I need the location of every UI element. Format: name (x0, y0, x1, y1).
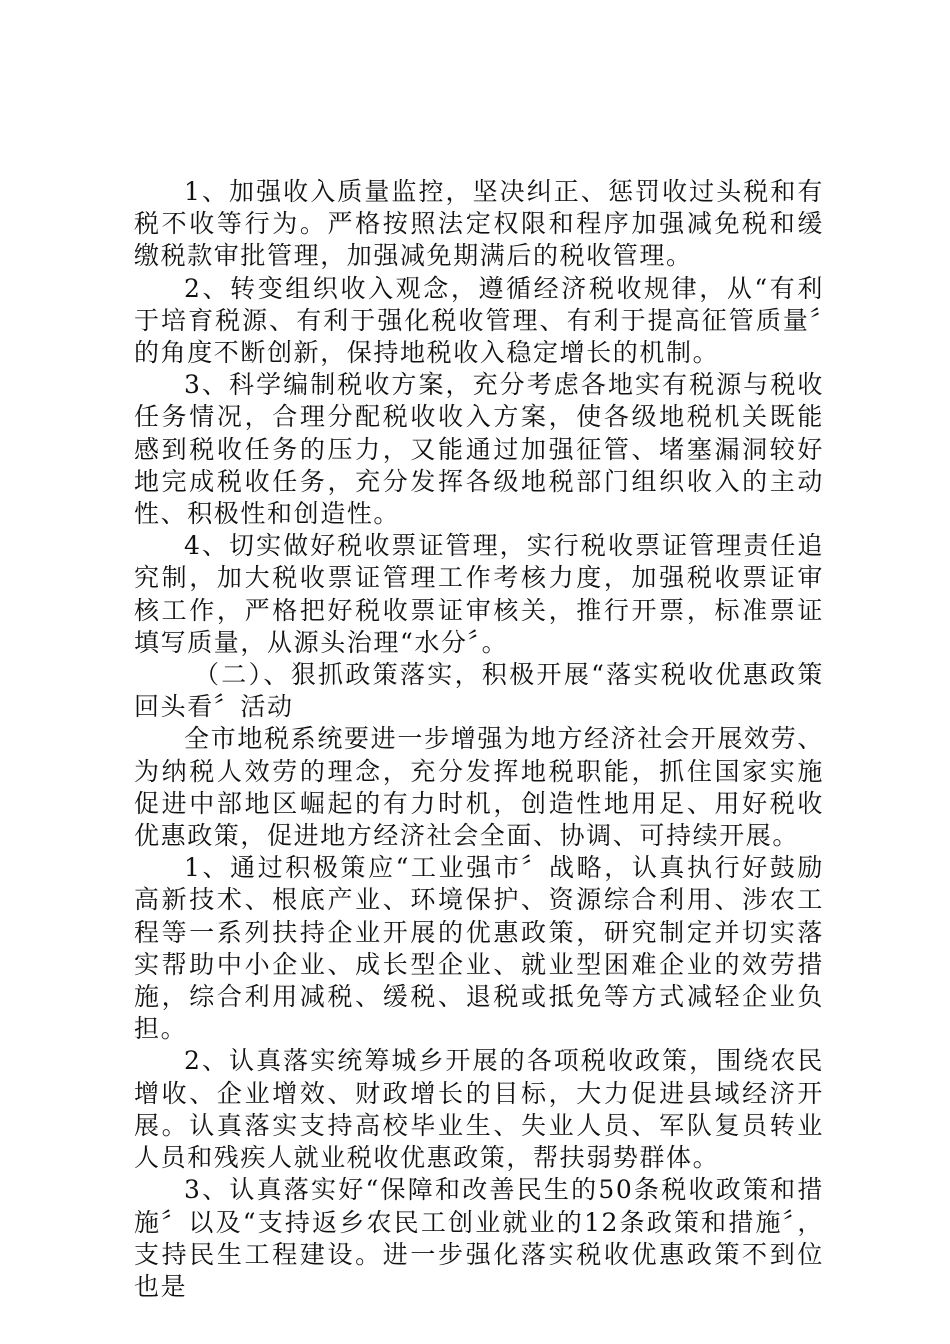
section-heading-policy: （二）、狠抓政策落实，积极开展“落实税收优惠政策回头看〞活动 (134, 660, 824, 722)
paragraph-revenue-concept: 2、转变组织收入观念，遵循经济税收规律，从“有利于培育税源、有利于强化税收管理、有利于提高征管质量〞的角度不断创新，保持地税收入稳定增长的机制。 (134, 273, 824, 368)
paragraph-tax-plan: 3、科学编制税收方案，充分考虑各地实有税源与税收任务情况，合理分配税收收入方案，使各级地税机关既能感到税收任务的压力，又能通过加强征管、堵塞漏洞较好地完成税收任务，充分发挥各级地税部门组织收入的主动性、积极性和创造性。 (134, 370, 824, 529)
paragraph-tax-receipts: 4、切实做好税收票证管理，实行税收票证管理责任追究制，加大税收票证管理工作考核力度，加强税收票证审核工作，严格把好税收票证审核关，推行开票，标准票证填写质量，从源头治理“水分〞。 (134, 531, 824, 657)
paragraph-livelihood: 3、认真落实好“保障和改善民生的50条税收政策和措施〞以及“支持返乡农民工创业就业的12条政策和措施〞，支持民生工程建设。进一步强化落实税收优惠政策不到位也是 (134, 1175, 824, 1301)
paragraph-industrial-strategy: 1、通过积极策应“工业强市〞战略，认真执行好鼓励高新技术、根底产业、环境保护、资源综合利用、涉农工程等一系列扶持企业开展的优惠政策，研究制定并切实落实帮助中小企业、成长型企业、就业型困难企业的效劳措施，综合利用减税、缓税、退税或抵免等方式减轻企业负担。 (134, 853, 824, 1044)
paragraph-service-intro: 全市地税系统要进一步增强为地方经济社会开展效劳、为纳税人效劳的理念，充分发挥地税职能，抓住国家实施促进中部地区崛起的有力时机，创造性地用足、用好税收优惠政策，促进地方经济社会全面、协调、可持续开展。 (134, 724, 824, 851)
paragraph-quality-monitoring: 1、加强收入质量监控，坚决纠正、惩罚收过头税和有税不收等行为。严格按照法定权限和程序加强减免税和缓缴税款审批管理，加强减免期满后的税收管理。 (134, 177, 824, 271)
document-body (134, 176, 824, 1303)
paragraph-urban-rural: 2、认真落实统筹城乡开展的各项税收政策，围绕农民增收、企业增效、财政增长的目标，大力促进县域经济开展。认真落实支持高校毕业生、失业人员、军队复员转业人员和残疾人就业税收优惠政策，帮扶弱势群体。 (134, 1046, 824, 1173)
